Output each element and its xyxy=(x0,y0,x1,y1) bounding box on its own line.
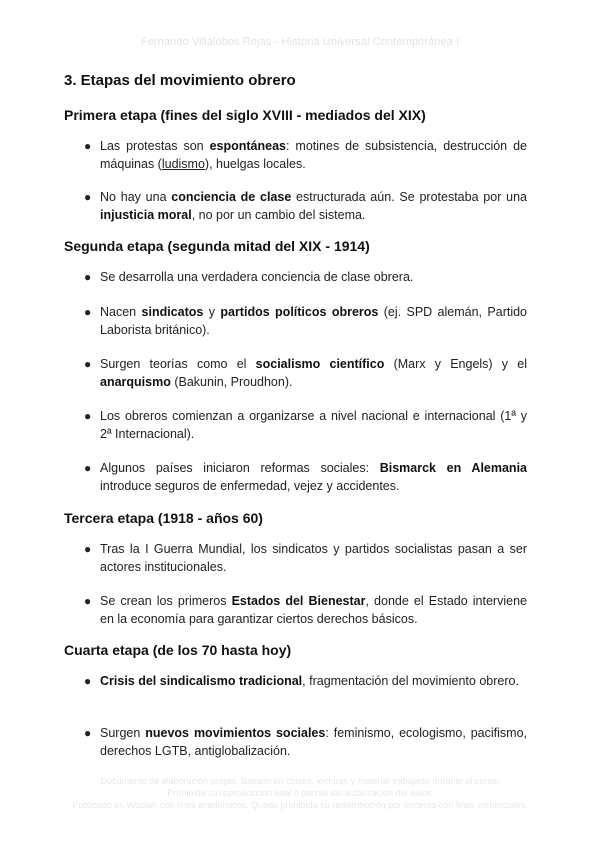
text-run: No hay una xyxy=(100,190,172,204)
text-run: Tras la I Guerra Mundial, los sindicatos y partidos socialistas pasan a ser actores institucionales. xyxy=(100,542,527,574)
list-item-text xyxy=(100,356,527,391)
footer-line: Documento de elaboración propia. Basado en clases, lecturas y material trabajado durante el curso. xyxy=(100,776,500,786)
bold-text: Estados del Bienestar xyxy=(231,594,366,608)
page-header: Fernando Villalobos Rojas - Historia Universal Contemporánea I xyxy=(140,36,460,48)
list-item-text xyxy=(100,673,527,691)
text-run: estructurada aún. Se protestaba por una xyxy=(291,190,527,204)
section-heading-1: Primera etapa (fines del siglo XVIII - mediados del XIX) xyxy=(64,107,426,123)
text-run: Surgen xyxy=(100,726,146,740)
bullet-icon: ● xyxy=(84,270,92,284)
text-run: Algunos países iniciaron reformas sociales: xyxy=(100,461,380,475)
text-run: (ej. SPD alemán, Partido Laborista británico). xyxy=(100,305,528,337)
text-run: : feminismo, ecologismo, pacifismo, derechos LGTB, antiglobalización. xyxy=(100,726,528,758)
text-run: Surgen teorías como el xyxy=(100,357,256,371)
list-item xyxy=(84,593,527,628)
section-heading-3: Tercera etapa (1918 - años 60) xyxy=(64,510,263,526)
text-run: , donde el Estado interviene en la economía para garantizar ciertos derechos básicos. xyxy=(100,594,527,626)
bullet-icon: ● xyxy=(84,461,92,475)
list-item-text xyxy=(100,269,527,287)
bullet-icon: ● xyxy=(84,726,92,740)
bullet-icon: ● xyxy=(84,594,92,608)
bold-text: Bismarck en Alemania xyxy=(379,461,527,475)
list-item-text xyxy=(100,541,527,576)
bullet-icon: ● xyxy=(84,674,92,688)
list-item-text xyxy=(100,725,527,760)
bullet-icon: ● xyxy=(84,139,92,153)
bullet-icon: ● xyxy=(84,190,92,204)
list-item xyxy=(84,541,527,576)
bold-text: sindicatos xyxy=(141,305,204,319)
footer-line: Publicado en Wuolah con fines académicos. Queda prohibida su redistribución por terceros con fines comerciales. xyxy=(72,800,528,810)
text-run: : motines de subsistencia, destrucción de máquinas ( xyxy=(100,139,527,171)
text-run: introduce seguros de enfermedad, vejez y accidentes. xyxy=(100,478,400,493)
text-run: , no por un cambio del sistema. xyxy=(191,207,366,222)
list-item xyxy=(84,673,527,691)
text-run: , fragmentación del movimiento obrero. xyxy=(302,674,519,688)
text-run: (Marx y Engels) y el xyxy=(384,357,527,371)
list-item-text xyxy=(100,460,527,495)
list-item xyxy=(84,408,527,443)
list-item-text xyxy=(100,189,527,224)
bold-text: anarquismo xyxy=(100,374,171,389)
bold-text: conciencia de clase xyxy=(171,190,292,204)
list-item xyxy=(84,269,527,287)
footer-line: Prohibida su reproducción total o parcial sin autorización del autor. xyxy=(167,788,433,798)
bold-text: socialismo científico xyxy=(255,357,385,371)
list-item xyxy=(84,189,527,224)
text-run: Nacen xyxy=(100,305,142,319)
text-run: ), huelgas locales. xyxy=(204,156,306,171)
text-run: Los obreros comienzan a organizarse a nivel nacional e internacional (1ª y 2ª Internacional). xyxy=(100,409,527,441)
section-heading-4: Cuarta etapa (de los 70 hasta hoy) xyxy=(64,642,292,658)
text-run: Se crean los primeros xyxy=(100,594,232,608)
text-run: Se desarrolla una verdadera conciencia de clase obrera. xyxy=(100,270,414,284)
section-heading-2: Segunda etapa (segunda mitad del XIX - 1914) xyxy=(64,238,370,254)
list-item-text xyxy=(100,138,527,173)
list-item xyxy=(84,356,527,391)
bold-text: espontáneas xyxy=(209,139,286,153)
bold-text: partidos políticos obreros xyxy=(220,305,379,319)
list-item-text xyxy=(100,304,527,339)
footer-notice xyxy=(0,775,600,811)
list-item xyxy=(84,304,527,339)
list-item xyxy=(84,725,527,760)
bold-text: injusticia moral xyxy=(100,207,192,222)
list-item-text xyxy=(100,408,527,443)
text-run: (Bakunin, Proudhon). xyxy=(170,374,293,389)
page-title: 3. Etapas del movimiento obrero xyxy=(64,72,296,89)
underlined-text: ludismo xyxy=(161,156,205,171)
bold-text: Crisis del sindicalismo tradicional xyxy=(100,674,303,688)
list-item xyxy=(84,460,527,495)
bullet-icon: ● xyxy=(84,542,92,556)
text-run: y xyxy=(203,305,221,319)
bold-text: nuevos movimientos sociales xyxy=(145,726,326,740)
bullet-icon: ● xyxy=(84,305,92,319)
list-item-text xyxy=(100,593,527,628)
bullet-icon: ● xyxy=(84,409,92,423)
list-item xyxy=(84,138,527,173)
bullet-icon: ● xyxy=(84,357,92,371)
text-run: Las protestas son xyxy=(100,139,210,153)
